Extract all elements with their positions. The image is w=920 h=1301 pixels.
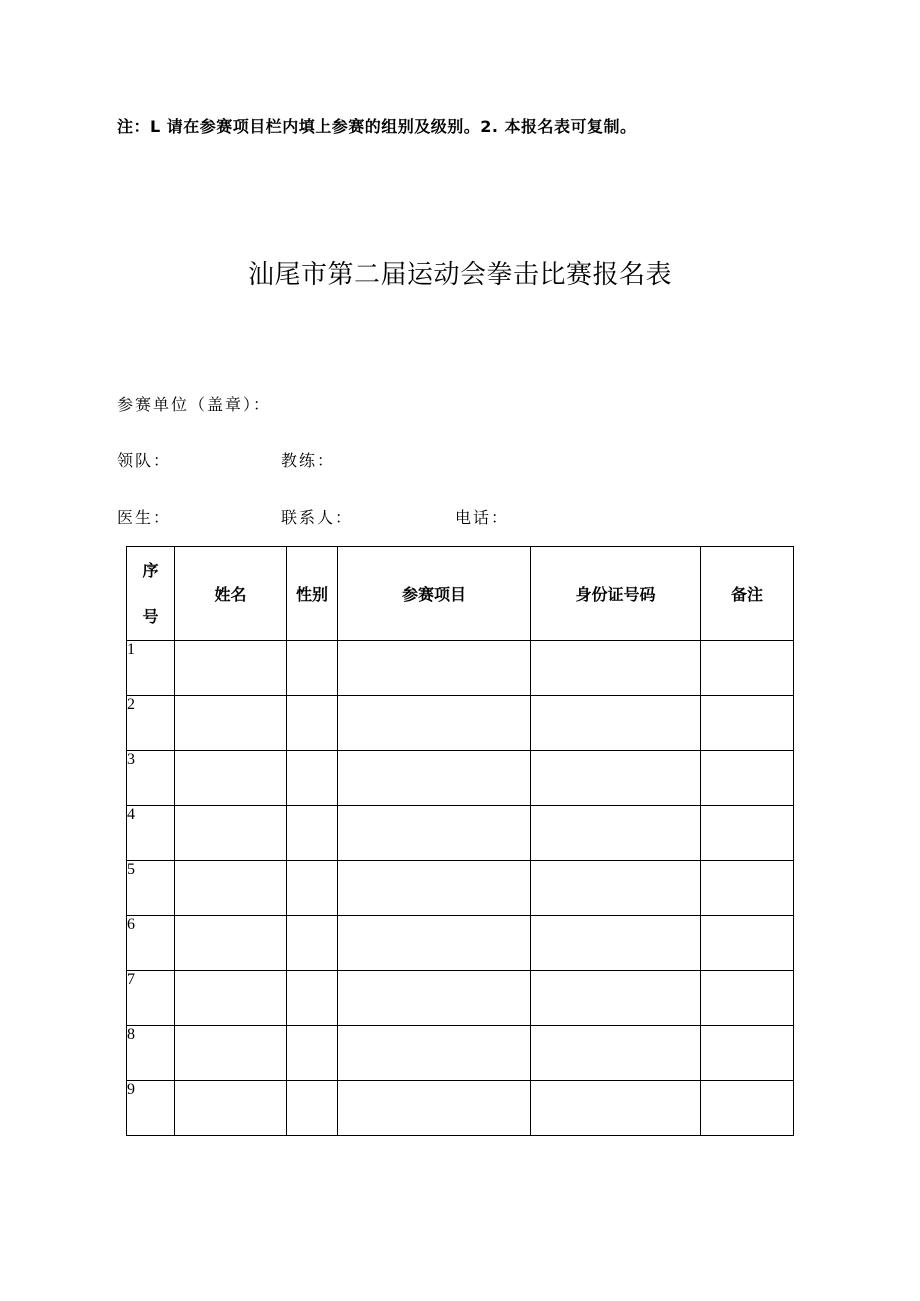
remarks-cell[interactable] xyxy=(701,696,794,751)
contact-label: 联系人： xyxy=(281,508,354,527)
remarks-cell[interactable] xyxy=(701,806,794,861)
row-seq-number: 4 xyxy=(127,806,175,861)
remarks-cell[interactable] xyxy=(701,971,794,1026)
coach-label: 教练： xyxy=(281,451,336,470)
registration-table xyxy=(126,546,794,1136)
event-cell[interactable] xyxy=(338,1026,531,1081)
event-cell[interactable] xyxy=(338,1081,531,1136)
sex-cell[interactable] xyxy=(287,1026,338,1081)
row-seq-number: 2 xyxy=(127,696,175,751)
name-cell[interactable] xyxy=(175,971,287,1026)
event-cell[interactable] xyxy=(338,806,531,861)
id-number-cell[interactable] xyxy=(531,1081,701,1136)
table-row xyxy=(127,1026,794,1081)
page-title: 汕尾市第二届运动会拳击比赛报名表 xyxy=(247,260,672,290)
header-name: 姓名 xyxy=(175,547,287,641)
header-seq xyxy=(127,547,175,641)
doctor-label: 医生： xyxy=(117,508,172,527)
id-number-cell[interactable] xyxy=(531,916,701,971)
name-cell[interactable] xyxy=(175,1026,287,1081)
sex-cell[interactable] xyxy=(287,806,338,861)
leader-label: 领队： xyxy=(117,451,172,470)
header-seq-bottom: 号 xyxy=(142,606,159,626)
header-id-number: 身份证号码 xyxy=(531,547,701,641)
header-seq-top: 序 xyxy=(142,560,159,580)
note-text: 注：L 请在参赛项目栏内填上参赛的组别及级别。2. 本报名表可复制。 xyxy=(117,117,637,136)
id-number-cell[interactable] xyxy=(531,1026,701,1081)
table-row xyxy=(127,641,794,696)
id-number-cell[interactable] xyxy=(531,806,701,861)
event-cell[interactable] xyxy=(338,641,531,696)
remarks-cell[interactable] xyxy=(701,641,794,696)
sex-cell[interactable] xyxy=(287,696,338,751)
event-cell[interactable] xyxy=(338,751,531,806)
row-seq-number: 1 xyxy=(127,641,175,696)
id-number-cell[interactable] xyxy=(531,751,701,806)
name-cell[interactable] xyxy=(175,1081,287,1136)
remarks-cell[interactable] xyxy=(701,916,794,971)
remarks-cell[interactable] xyxy=(701,861,794,916)
name-cell[interactable] xyxy=(175,751,287,806)
id-number-cell[interactable] xyxy=(531,696,701,751)
row-seq-number: 3 xyxy=(127,751,175,806)
header-sex: 性别 xyxy=(287,547,338,641)
event-cell[interactable] xyxy=(338,916,531,971)
remarks-cell[interactable] xyxy=(701,751,794,806)
phone-label: 电话： xyxy=(455,508,510,527)
name-cell[interactable] xyxy=(175,696,287,751)
name-cell[interactable] xyxy=(175,806,287,861)
event-cell[interactable] xyxy=(338,696,531,751)
table-row xyxy=(127,861,794,916)
id-number-cell[interactable] xyxy=(531,971,701,1026)
sex-cell[interactable] xyxy=(287,1081,338,1136)
header-remarks: 备注 xyxy=(701,547,794,641)
table-row xyxy=(127,916,794,971)
sex-cell[interactable] xyxy=(287,861,338,916)
id-number-cell[interactable] xyxy=(531,861,701,916)
row-seq-number: 8 xyxy=(127,1026,175,1081)
sex-cell[interactable] xyxy=(287,641,338,696)
sex-cell[interactable] xyxy=(287,916,338,971)
event-cell[interactable] xyxy=(338,971,531,1026)
table-row xyxy=(127,751,794,806)
name-cell[interactable] xyxy=(175,916,287,971)
table-row xyxy=(127,696,794,751)
name-cell[interactable] xyxy=(175,641,287,696)
row-seq-number: 6 xyxy=(127,916,175,971)
remarks-cell[interactable] xyxy=(701,1081,794,1136)
header-event: 参赛项目 xyxy=(338,547,531,641)
unit-label: 参赛单位（盖章）： xyxy=(117,395,272,414)
row-seq-number: 5 xyxy=(127,861,175,916)
table-row xyxy=(127,971,794,1026)
sex-cell[interactable] xyxy=(287,751,338,806)
row-seq-number: 9 xyxy=(127,1081,175,1136)
remarks-cell[interactable] xyxy=(701,1026,794,1081)
event-cell[interactable] xyxy=(338,861,531,916)
table-row xyxy=(127,806,794,861)
table-header-row xyxy=(127,547,794,641)
row-seq-number: 7 xyxy=(127,971,175,1026)
name-cell[interactable] xyxy=(175,861,287,916)
id-number-cell[interactable] xyxy=(531,641,701,696)
sex-cell[interactable] xyxy=(287,971,338,1026)
table-row xyxy=(127,1081,794,1136)
